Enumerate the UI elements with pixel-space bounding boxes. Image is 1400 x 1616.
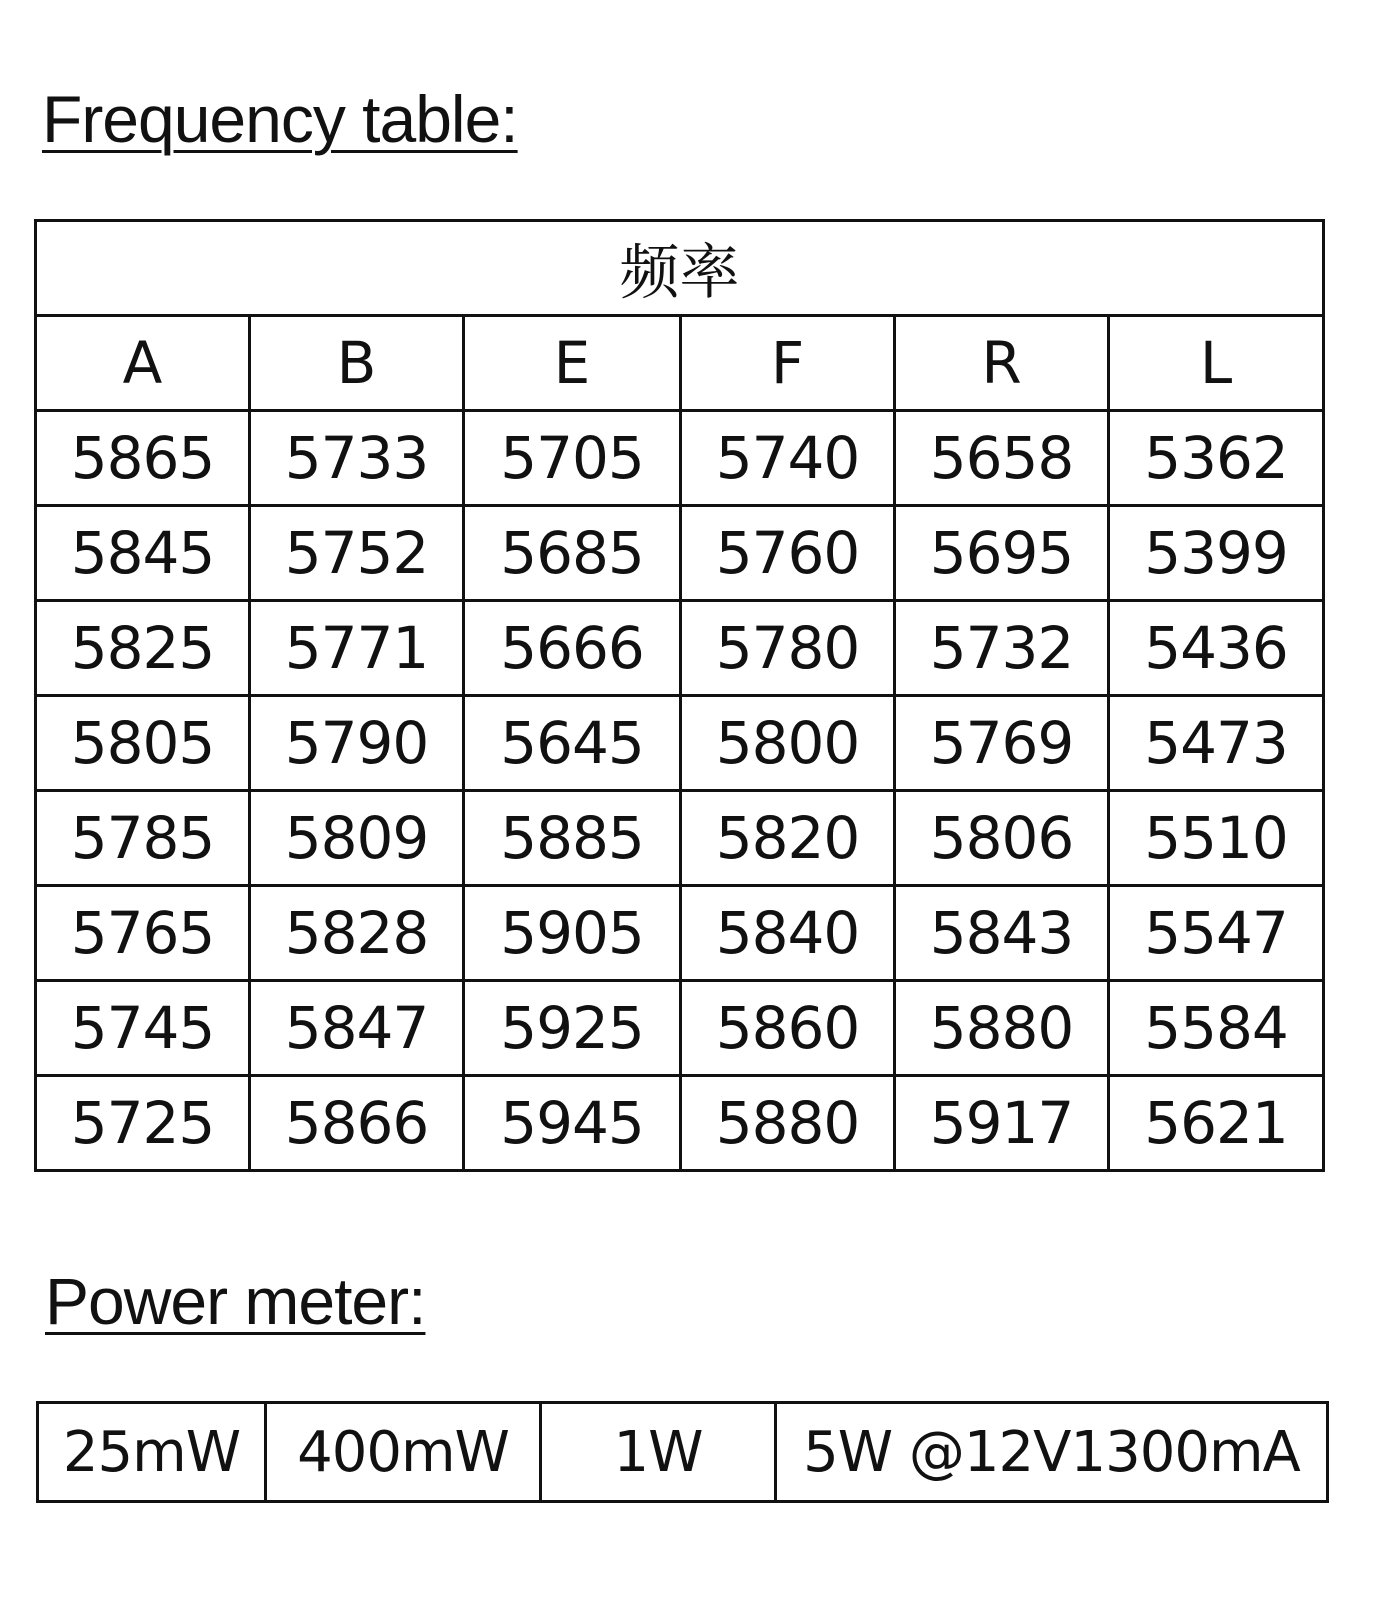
frequency-cell: 5769 — [895, 696, 1109, 791]
band-header-f: F — [681, 316, 895, 411]
frequency-cell: 5805 — [36, 696, 250, 791]
power-level-cell: 400mW — [266, 1403, 541, 1502]
power-meter-table — [36, 1401, 1329, 1503]
frequency-table — [34, 219, 1325, 1172]
frequency-cell: 5760 — [681, 506, 895, 601]
band-header-row — [36, 316, 1324, 411]
band-header-b: B — [250, 316, 464, 411]
frequency-cell: 5845 — [36, 506, 250, 601]
frequency-row — [36, 981, 1324, 1076]
frequency-cell: 5945 — [464, 1076, 681, 1171]
frequency-cell: 5880 — [895, 981, 1109, 1076]
frequency-cell: 5510 — [1109, 791, 1324, 886]
frequency-cell: 5752 — [250, 506, 464, 601]
frequency-table-body — [36, 411, 1324, 1171]
frequency-table-heading: Frequency table: — [42, 82, 518, 156]
frequency-cell: 5925 — [464, 981, 681, 1076]
frequency-cell: 5765 — [36, 886, 250, 981]
power-level-cell: 1W — [541, 1403, 776, 1502]
power-level-cell: 25mW — [38, 1403, 266, 1502]
frequency-cell: 5695 — [895, 506, 1109, 601]
frequency-cell: 5806 — [895, 791, 1109, 886]
frequency-cell: 5745 — [36, 981, 250, 1076]
power-level-row — [38, 1403, 1328, 1502]
frequency-cell: 5666 — [464, 601, 681, 696]
band-header-r: R — [895, 316, 1109, 411]
frequency-cell: 5840 — [681, 886, 895, 981]
power-level-cell: 5W @12V1300mA — [776, 1403, 1328, 1502]
frequency-cell: 5860 — [681, 981, 895, 1076]
frequency-cell: 5733 — [250, 411, 464, 506]
frequency-table-title-row — [36, 221, 1324, 316]
band-header-l: L — [1109, 316, 1324, 411]
frequency-cell: 5820 — [681, 791, 895, 886]
frequency-cell: 5645 — [464, 696, 681, 791]
frequency-cell: 5790 — [250, 696, 464, 791]
frequency-row — [36, 506, 1324, 601]
frequency-cell: 5885 — [464, 791, 681, 886]
frequency-cell: 5809 — [250, 791, 464, 886]
power-meter-heading: Power meter: — [45, 1264, 426, 1338]
frequency-cell: 5621 — [1109, 1076, 1324, 1171]
frequency-cell: 5685 — [464, 506, 681, 601]
frequency-cell: 5362 — [1109, 411, 1324, 506]
frequency-cell: 5847 — [250, 981, 464, 1076]
frequency-cell: 5658 — [895, 411, 1109, 506]
band-header-e: E — [464, 316, 681, 411]
frequency-cell: 5828 — [250, 886, 464, 981]
frequency-cell: 5725 — [36, 1076, 250, 1171]
frequency-table-title: 频率 — [36, 221, 1324, 316]
frequency-cell: 5800 — [681, 696, 895, 791]
frequency-cell: 5740 — [681, 411, 895, 506]
frequency-cell: 5785 — [36, 791, 250, 886]
frequency-cell: 5732 — [895, 601, 1109, 696]
frequency-cell: 5905 — [464, 886, 681, 981]
frequency-cell: 5547 — [1109, 886, 1324, 981]
frequency-row — [36, 411, 1324, 506]
frequency-row — [36, 696, 1324, 791]
frequency-cell: 5780 — [681, 601, 895, 696]
frequency-cell: 5771 — [250, 601, 464, 696]
frequency-cell: 5399 — [1109, 506, 1324, 601]
frequency-cell: 5436 — [1109, 601, 1324, 696]
frequency-row — [36, 791, 1324, 886]
frequency-cell: 5880 — [681, 1076, 895, 1171]
frequency-cell: 5705 — [464, 411, 681, 506]
frequency-cell: 5825 — [36, 601, 250, 696]
frequency-cell: 5917 — [895, 1076, 1109, 1171]
frequency-row — [36, 1076, 1324, 1171]
frequency-cell: 5866 — [250, 1076, 464, 1171]
frequency-cell: 5843 — [895, 886, 1109, 981]
frequency-cell: 5584 — [1109, 981, 1324, 1076]
frequency-row — [36, 601, 1324, 696]
band-header-a: A — [36, 316, 250, 411]
frequency-row — [36, 886, 1324, 981]
frequency-cell: 5473 — [1109, 696, 1324, 791]
frequency-cell: 5865 — [36, 411, 250, 506]
